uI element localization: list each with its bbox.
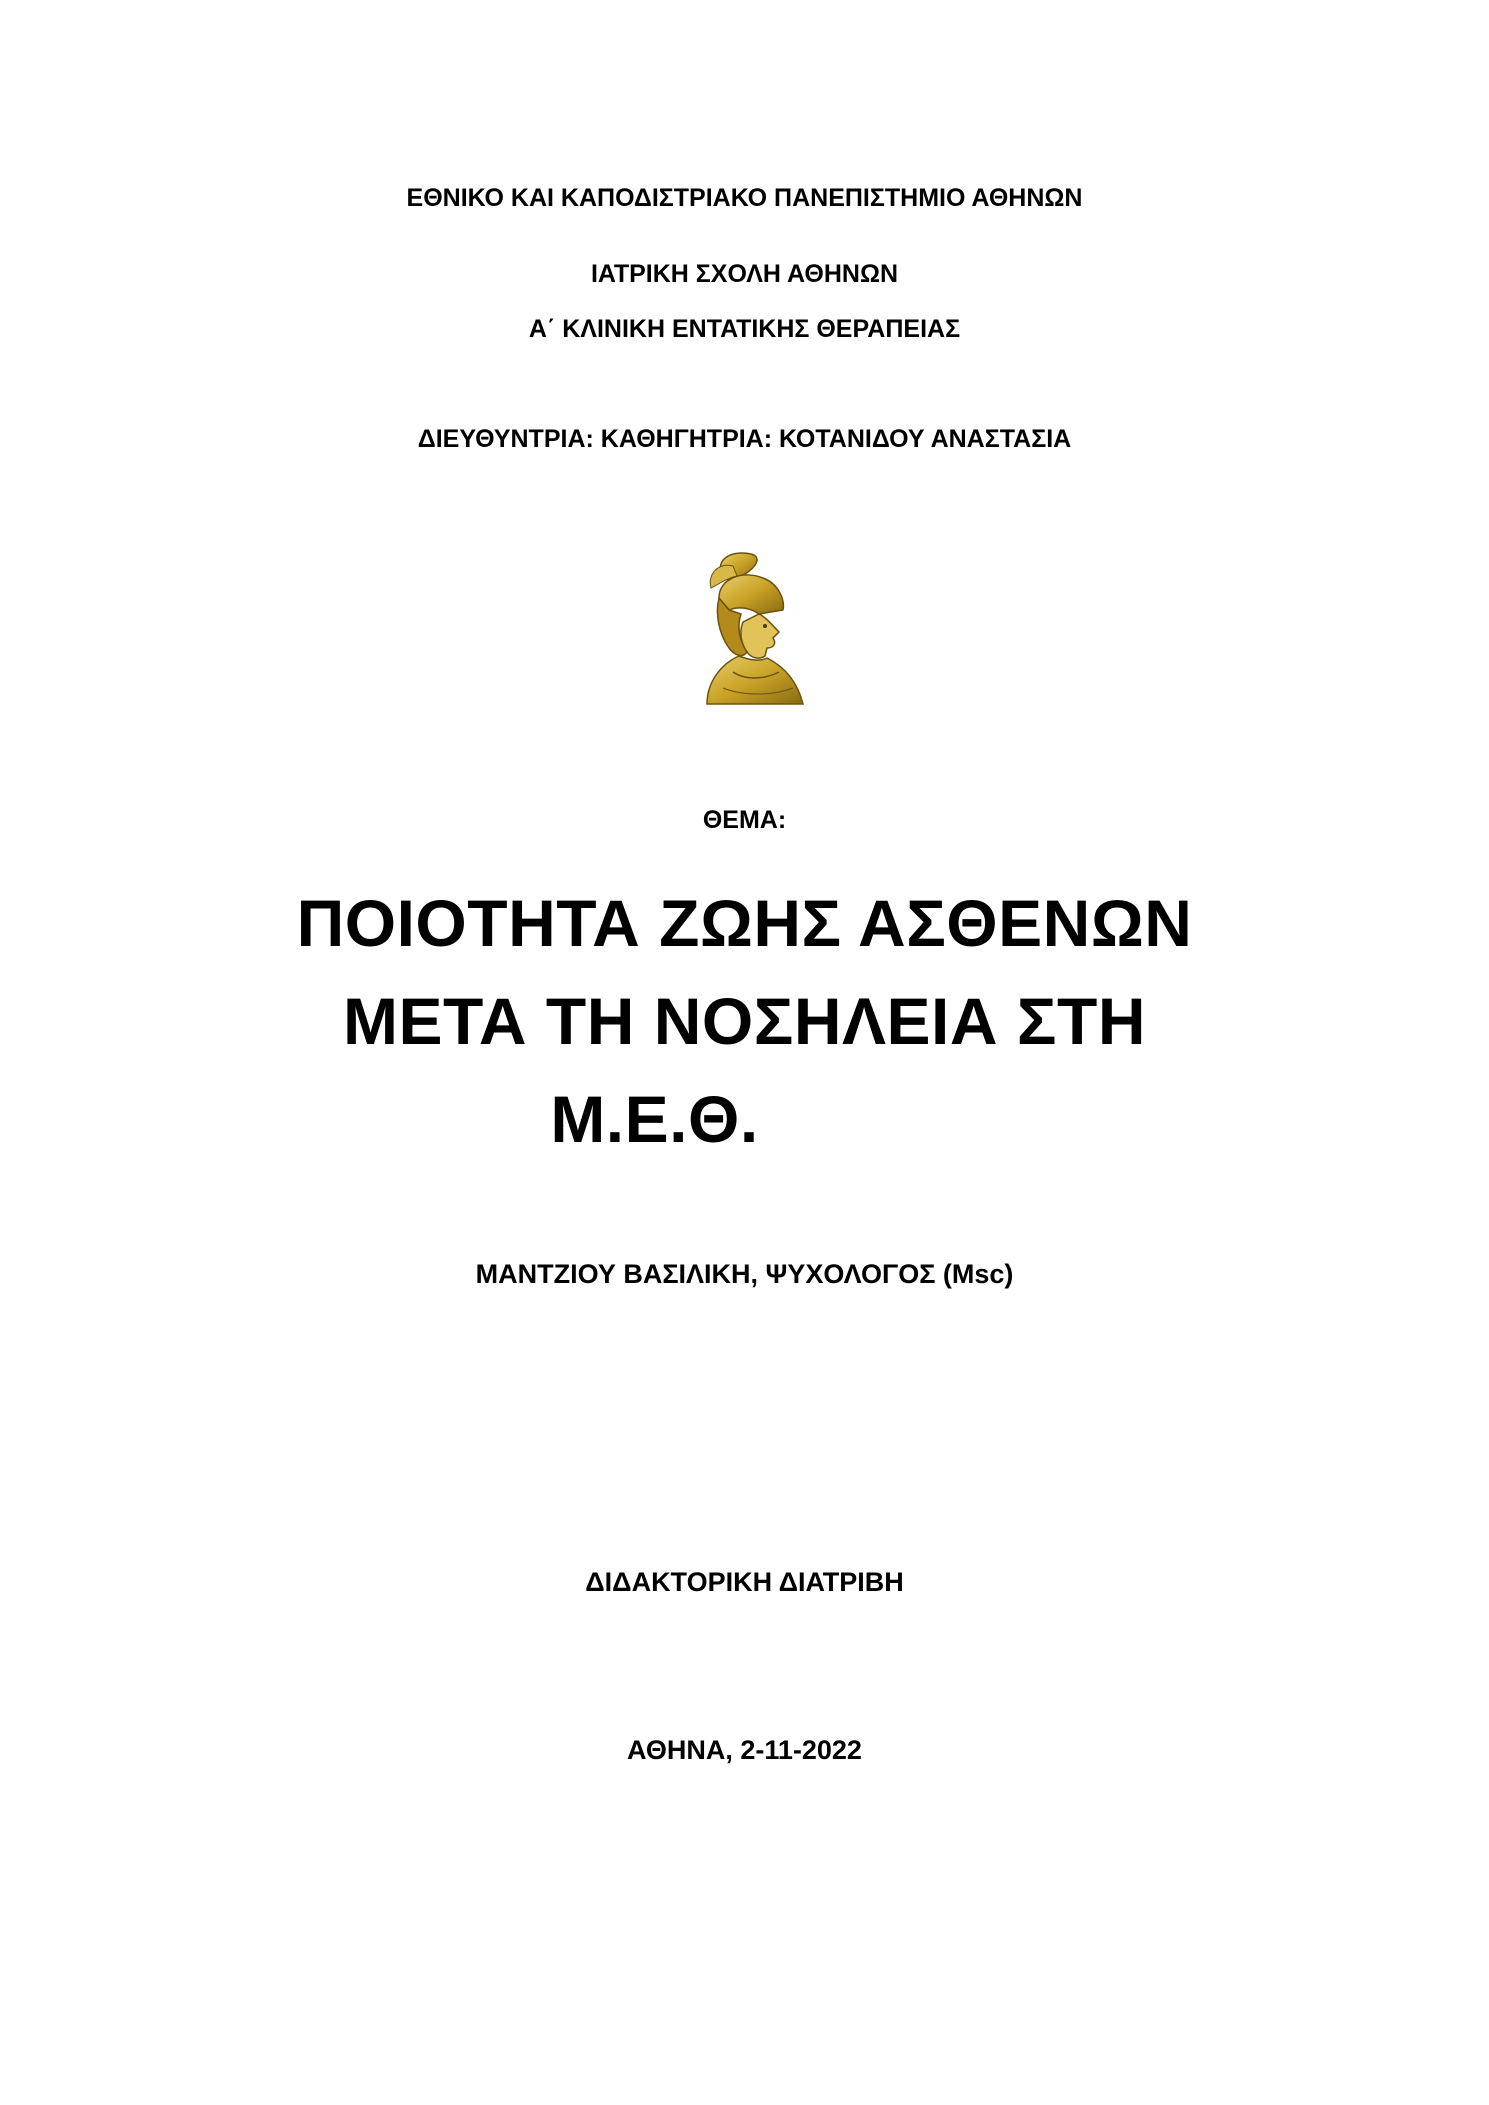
school-name: ΙΑΤΡΙΚΗ ΣΧΟΛΗ ΑΘΗΝΩΝ (590, 260, 899, 288)
thesis-title-line-2: ΜΕΤΑ ΤΗ ΝΟΣΗΛΕΙΑ ΣΤΗ (343, 984, 1146, 1058)
director-line: ΔΙΕΥΘΥΝΤΡΙΑ: ΚΑΘΗΓΗΤΡΙΑ: ΚΟΤΑΝΙΔΟΥ ΑΝΑΣΤΑΣΙΑ (417, 425, 1072, 453)
athena-helmet-logo-icon (693, 548, 817, 706)
document-type: ΔΙΔΑΚΤΟΡΙΚΗ ΔΙΑΤΡΙΒΗ (585, 1567, 904, 1597)
university-name: ΕΘΝΙΚΟ ΚΑΙ ΚΑΠΟΔΙΣΤΡΙΑΚΟ ΠΑΝΕΠΙΣΤΗΜΙΟ ΑΘΗΝΩΝ (406, 184, 1083, 212)
subject-label: ΘΕΜΑ: (702, 806, 787, 834)
place-date: ΑΘΗΝΑ, 2-11-2022 (627, 1735, 862, 1765)
author-line: ΜΑΝΤΖΙΟΥ ΒΑΣΙΛΙΚΗ, ΨΥΧΟΛΟΓΟΣ (Msc) (475, 1259, 1014, 1289)
thesis-title-line-3: Μ.Ε.Θ. (550, 1082, 759, 1156)
thesis-title-line-1: ΠΟΙΟΤΗΤΑ ΖΩΗΣ ΑΣΘΕΝΩΝ (296, 886, 1193, 960)
clinic-name: Α΄ ΚΛΙΝΙΚΗ ΕΝΤΑΤΙΚΗΣ ΘΕΡΑΠΕΙΑΣ (528, 315, 961, 343)
